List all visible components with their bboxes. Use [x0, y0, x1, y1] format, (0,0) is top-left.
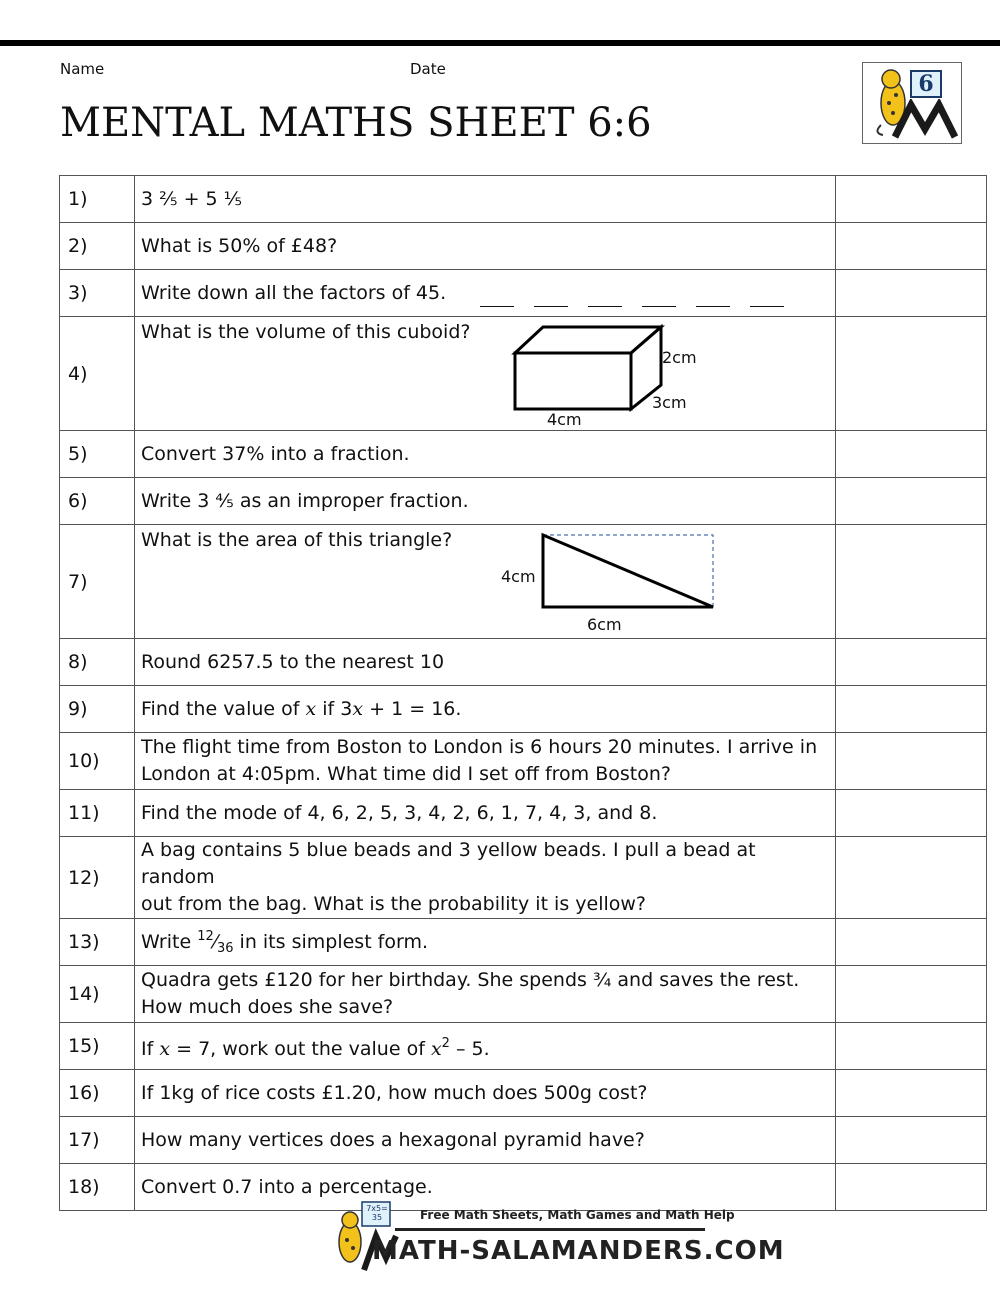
answer-box[interactable] — [836, 525, 987, 639]
question-text-before: Write — [141, 930, 192, 953]
question-number: 1) — [60, 176, 135, 223]
footer-tagline: Free Math Sheets, Math Games and Math Help — [420, 1208, 735, 1222]
footer-rule — [395, 1228, 705, 1231]
answer-box[interactable] — [836, 966, 987, 1023]
cuboid-width-label: 4cm — [547, 410, 582, 429]
question-line-2: London at 4:05pm. What time did I set off from Boston? — [141, 763, 671, 785]
question-text: Convert 37% into a fraction. — [135, 431, 836, 478]
question-text-after: – 5. — [455, 1037, 490, 1060]
variable-x: x — [159, 1037, 171, 1060]
question-row — [60, 919, 987, 966]
question-cell — [135, 478, 836, 525]
grade-number-badge: 6 — [910, 70, 942, 98]
question-text-before: Find the value of — [141, 697, 300, 720]
question-text-after: as an improper fraction. — [239, 489, 469, 512]
question-text: If 1kg of rice costs £1.20, how much does 500g cost? — [135, 1070, 836, 1117]
question-row — [60, 525, 987, 639]
question-cell — [135, 317, 836, 431]
m-letter-icon — [891, 99, 961, 139]
question-row — [60, 223, 987, 270]
question-number: 10) — [60, 733, 135, 790]
answer-box[interactable] — [836, 790, 987, 837]
question-number: 11) — [60, 790, 135, 837]
fraction-denominator: 36 — [216, 940, 234, 956]
answer-box[interactable] — [836, 176, 987, 223]
question-text-before: If — [141, 1037, 154, 1060]
date-label: Date — [410, 60, 446, 78]
questions-table — [59, 175, 987, 1211]
top-rule — [0, 40, 1000, 46]
answer-box[interactable] — [836, 686, 987, 733]
question-row — [60, 1164, 987, 1211]
question-number: 7) — [60, 525, 135, 639]
variable-x: x — [430, 1037, 442, 1060]
question-number: 16) — [60, 1070, 135, 1117]
question-row — [60, 1023, 987, 1070]
question-number: 13) — [60, 919, 135, 966]
triangle-height-label: 4cm — [501, 567, 536, 586]
question-row — [60, 966, 987, 1023]
question-row — [60, 790, 987, 837]
question-cell — [135, 733, 836, 790]
answer-box[interactable] — [836, 478, 987, 525]
mixed-fraction: ⅘ — [215, 489, 234, 512]
question-line-1: The flight time from Boston to London is 6 hours 20 minutes. I arrive in — [141, 736, 818, 758]
question-line-2: out from the bag. What is the probability it is yellow? — [141, 893, 647, 915]
question-number: 12) — [60, 837, 135, 919]
question-line-1: Quadra gets £120 for her birthday. She spends ¾ and saves the rest. — [141, 969, 800, 991]
cuboid-depth-label: 3cm — [652, 393, 687, 412]
exponent: 2 — [441, 1035, 450, 1051]
question-text-mid: if 3 — [322, 697, 353, 720]
question-cell — [135, 270, 836, 317]
question-cell — [135, 525, 836, 639]
question-text-mid: = 7, work out the value of — [176, 1037, 425, 1060]
factor-blanks[interactable] — [460, 282, 784, 304]
question-text: What is the volume of this cuboid? — [141, 321, 471, 343]
question-text: Find the mode of 4, 6, 2, 5, 3, 4, 2, 6, 1, 7, 4, 3, and 8. — [135, 790, 836, 837]
question-text: What is 50% of £48? — [135, 223, 836, 270]
question-row — [60, 270, 987, 317]
answer-box[interactable] — [836, 1070, 987, 1117]
question-number: 17) — [60, 1117, 135, 1164]
question-row — [60, 1070, 987, 1117]
footer-brand[interactable]: MATH-SALAMANDERS.COM — [372, 1236, 785, 1266]
triangle-diagram — [537, 531, 717, 611]
answer-box[interactable] — [836, 837, 987, 919]
name-label: Name — [60, 60, 105, 78]
answer-box[interactable] — [836, 317, 987, 431]
variable-x: x — [352, 697, 364, 720]
question-text: 3 ⅖ + 5 ⅕ — [135, 176, 836, 223]
question-text: Convert 0.7 into a percentage. — [135, 1164, 836, 1211]
triangle-base-label: 6cm — [587, 615, 622, 634]
question-number: 3) — [60, 270, 135, 317]
page-title: MENTAL MATHS SHEET 6:6 — [60, 100, 652, 146]
question-number: 6) — [60, 478, 135, 525]
answer-box[interactable] — [836, 1164, 987, 1211]
question-text-before: Write 3 — [141, 489, 210, 512]
question-cell — [135, 966, 836, 1023]
question-cell — [135, 837, 836, 919]
question-number: 2) — [60, 223, 135, 270]
question-cell — [135, 686, 836, 733]
question-row — [60, 686, 987, 733]
answer-box[interactable] — [836, 1023, 987, 1070]
cuboid-height-label: 2cm — [662, 348, 697, 367]
question-line-2: How much does she save? — [141, 996, 394, 1018]
answer-box[interactable] — [836, 270, 987, 317]
question-row — [60, 1117, 987, 1164]
question-text: Write down all the factors of 45. — [141, 281, 447, 304]
question-row — [60, 733, 987, 790]
question-row — [60, 478, 987, 525]
question-number: 15) — [60, 1023, 135, 1070]
answer-box[interactable] — [836, 223, 987, 270]
question-text: What is the area of this triangle? — [141, 529, 453, 551]
answer-box[interactable] — [836, 639, 987, 686]
answer-box[interactable] — [836, 1117, 987, 1164]
question-number: 18) — [60, 1164, 135, 1211]
question-row — [60, 317, 987, 431]
question-cell — [135, 1023, 836, 1070]
question-number: 4) — [60, 317, 135, 431]
fraction-slash: ⁄ — [213, 930, 217, 953]
answer-box[interactable] — [836, 733, 987, 790]
question-number: 5) — [60, 431, 135, 478]
answer-box[interactable] — [836, 431, 987, 478]
question-row — [60, 837, 987, 919]
question-row — [60, 431, 987, 478]
question-text-after: + 1 = 16. — [369, 697, 462, 720]
question-number: 8) — [60, 639, 135, 686]
question-text: How many vertices does a hexagonal pyramid have? — [135, 1117, 836, 1164]
fraction-numerator: 12 — [197, 928, 214, 944]
question-number: 9) — [60, 686, 135, 733]
question-row — [60, 176, 987, 223]
question-row — [60, 639, 987, 686]
variable-x: x — [305, 697, 317, 720]
question-cell — [135, 919, 836, 966]
question-line-1: A bag contains 5 blue beads and 3 yellow beads. I pull a bead at random — [141, 839, 756, 888]
answer-box[interactable] — [836, 919, 987, 966]
question-text-after: in its simplest form. — [239, 930, 429, 953]
logo-badge-text: 7x5= 35 — [366, 1204, 388, 1222]
question-number: 14) — [60, 966, 135, 1023]
question-text: Round 6257.5 to the nearest 10 — [135, 639, 836, 686]
